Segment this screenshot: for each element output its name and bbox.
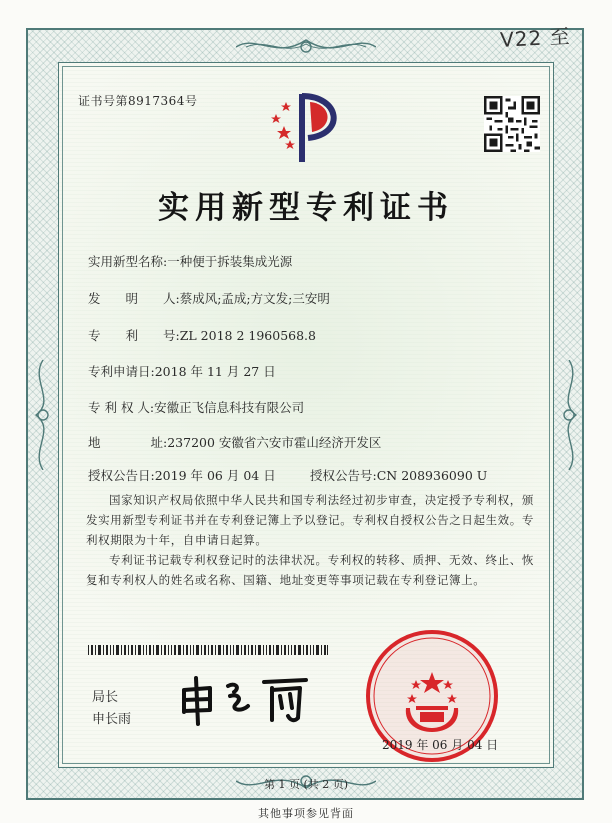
grant-announcement-number: CN 208936090 U xyxy=(376,468,488,483)
patent-number: ZL 2018 2 1960568.8 xyxy=(179,328,316,343)
application-date-label: 专利申请日: xyxy=(88,364,155,379)
barcode xyxy=(88,645,328,655)
top-ornament-icon xyxy=(236,34,376,60)
qr-code xyxy=(484,96,540,152)
patent-office-emblem-icon xyxy=(262,88,352,168)
director-title: 局长 xyxy=(92,690,119,705)
patent-number-label: 专 利 号: xyxy=(88,328,180,343)
utility-model-name: 一种便于拆装集成光源 xyxy=(167,254,293,269)
grant-announcement-date-row xyxy=(88,466,276,484)
left-ornament-icon xyxy=(30,360,56,470)
right-ornament-icon xyxy=(556,360,582,470)
certificate-title: 实用新型专利证书 xyxy=(158,190,454,226)
address: 237200 安徽省六安市霍山经济开发区 xyxy=(167,435,382,450)
application-date-row xyxy=(88,362,276,380)
address-row xyxy=(88,433,381,451)
certificate-number: 证书号第8917364号 xyxy=(78,94,198,108)
grant-announcement-date: 2019 年 06 月 04 日 xyxy=(154,468,276,483)
footer-note: 其他事项参见背面 xyxy=(258,807,354,820)
patentee-label: 专 利 权 人: xyxy=(88,400,155,415)
utility-model-name-row xyxy=(88,252,292,270)
grant-announcement-date-label: 授权公告日: xyxy=(88,468,155,483)
inventor-label: 发 明 人: xyxy=(88,291,180,306)
inventor: 蔡成风;孟成;方文发;三安明 xyxy=(179,291,330,306)
page-indicator: 第 1 页 (共 2 页) xyxy=(263,778,349,791)
handwritten-note: V22 ⾄ xyxy=(499,24,572,52)
seal-date: 2019 年 06 月 04 日 xyxy=(382,738,499,752)
grant-announcement-number-row xyxy=(310,466,487,484)
grant-announcement-number-label: 授权公告号: xyxy=(310,468,377,483)
inventor-row xyxy=(88,289,330,307)
application-date: 2018 年 11 月 27 日 xyxy=(154,364,276,379)
director-signature xyxy=(176,672,326,728)
patentee-row xyxy=(88,398,304,416)
utility-model-name-label: 实用新型名称: xyxy=(88,254,168,269)
legal-status-paragraph: 专利证书记载专利权登记时的法律状况。专利权的转移、质押、无效、终止、恢复和专利权人的姓名或名称、国籍、地址变更等事项记载在专利登记簿上。 xyxy=(86,553,534,587)
address-label: 地 址: xyxy=(88,435,168,450)
grant-statement-paragraph: 国家知识产权局依照中华人民共和国专利法经过初步审查，决定授予专利权，颁发实用新型专利证书并在专利登记簿上予以登记。专利权自授权公告之日起生效。专利权期限为十年，自申请日起算。 xyxy=(86,493,534,547)
director-name: 申长雨 xyxy=(92,712,132,727)
patentee: 安徽正飞信息科技有限公司 xyxy=(154,400,305,415)
patent-number-row xyxy=(88,326,316,344)
